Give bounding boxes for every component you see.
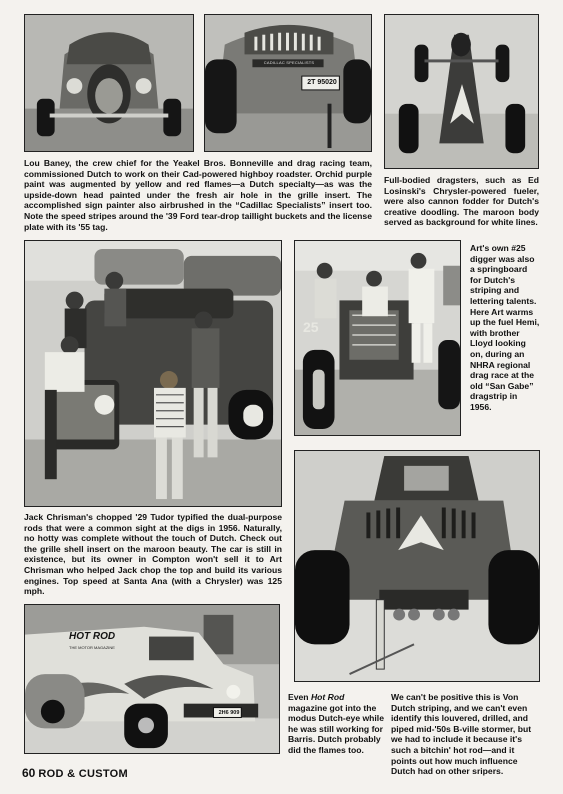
caption-lou-baney: Lou Baney, the crew chief for the Yeakel Bros. Bonneville and drag racing team, commissioned Dutch to work on their Cad-powered highboy roadster. Orchid purple paint was augmented by yellow and red flames—a Dutch specialty—as was the upside-down head painted under the fresh air hole in the grille insert. The accomplished sign painter also airbrushed in the “Cadillac Specialists” insert too. Note the speed stripes around the '39 Ford tear-drop taillight buckets and the license plate with its '55 tag. xyxy=(24,158,372,232)
caption-hot-rod-pre: Even xyxy=(288,692,311,702)
magazine-name: ROD & CUSTOM xyxy=(38,768,128,780)
van-sign-subtext: THE MOTOR MAGAZINE xyxy=(69,645,115,650)
license-plate-van: 2H6 909 xyxy=(218,710,240,716)
caption-dragsters: Full-bodied dragsters, such as Ed Losinski's Chrysler-powered fueler, were also cannon fodder for Dutch's creative doodling. The maroon body served as background for white lines. xyxy=(384,175,539,228)
photo-bville-coupe xyxy=(294,450,540,682)
caption-hot-rod-magazine xyxy=(288,692,385,756)
van-sign-text: HOT ROD xyxy=(69,631,116,642)
page-footer xyxy=(22,766,128,780)
photo-roadster-front xyxy=(24,14,194,152)
photo-dragster xyxy=(384,14,539,169)
caption-hot-rod-post: magazine got into the modus Dutch-eye while he was still working for Barris. Dutch probably did the flames too. xyxy=(288,702,384,755)
license-plate-roadster: 2T 95020 xyxy=(307,79,337,86)
cadillac-insert-text: CADILLAC SPECIALISTS xyxy=(263,60,315,65)
caption-von-dutch: We can't be positive this is Von Dutch striping, and we can't even identify this louvered, drilled, and piped mid-'50s B-ville stormer, but we had to include it because it's such a bitchin' hot rod—and it points out how much influence Dutch had on other sripers. xyxy=(391,692,532,777)
car-number-25: 25 xyxy=(303,319,319,335)
caption-art-digger: Art's own #25 digger was also a springboard for Dutch's striping and lettering talents. Here Art warms up the fuel Hemi, with brother Lloyd looking on, during an NHRA regional drag race at the old “San Gabe” dragstrip in 1956. xyxy=(470,243,540,412)
page-number: 60 xyxy=(22,766,36,780)
photo-hot-rod-van xyxy=(24,604,280,754)
photo-digger-25 xyxy=(294,240,461,436)
photo-tudor-group xyxy=(24,240,282,507)
caption-hot-rod-italic: Hot Rod xyxy=(310,692,345,702)
photo-roadster-rear xyxy=(204,14,372,152)
caption-jack-chrisman: Jack Chrisman's chopped '29 Tudor typified the dual-purpose rods that were a common sight at the digs in 1956. Naturally, no hotty was complete without the touch of Dutch. Check out the grille shell insert on the maroon beauty. The car is still in existence, but its owner in Compton won't sell it to Art Chrisman who helped Jack chop the top and build its various engines. Top speed at Santa Ana (with a Chrysler) was 125 mph. xyxy=(24,512,282,597)
